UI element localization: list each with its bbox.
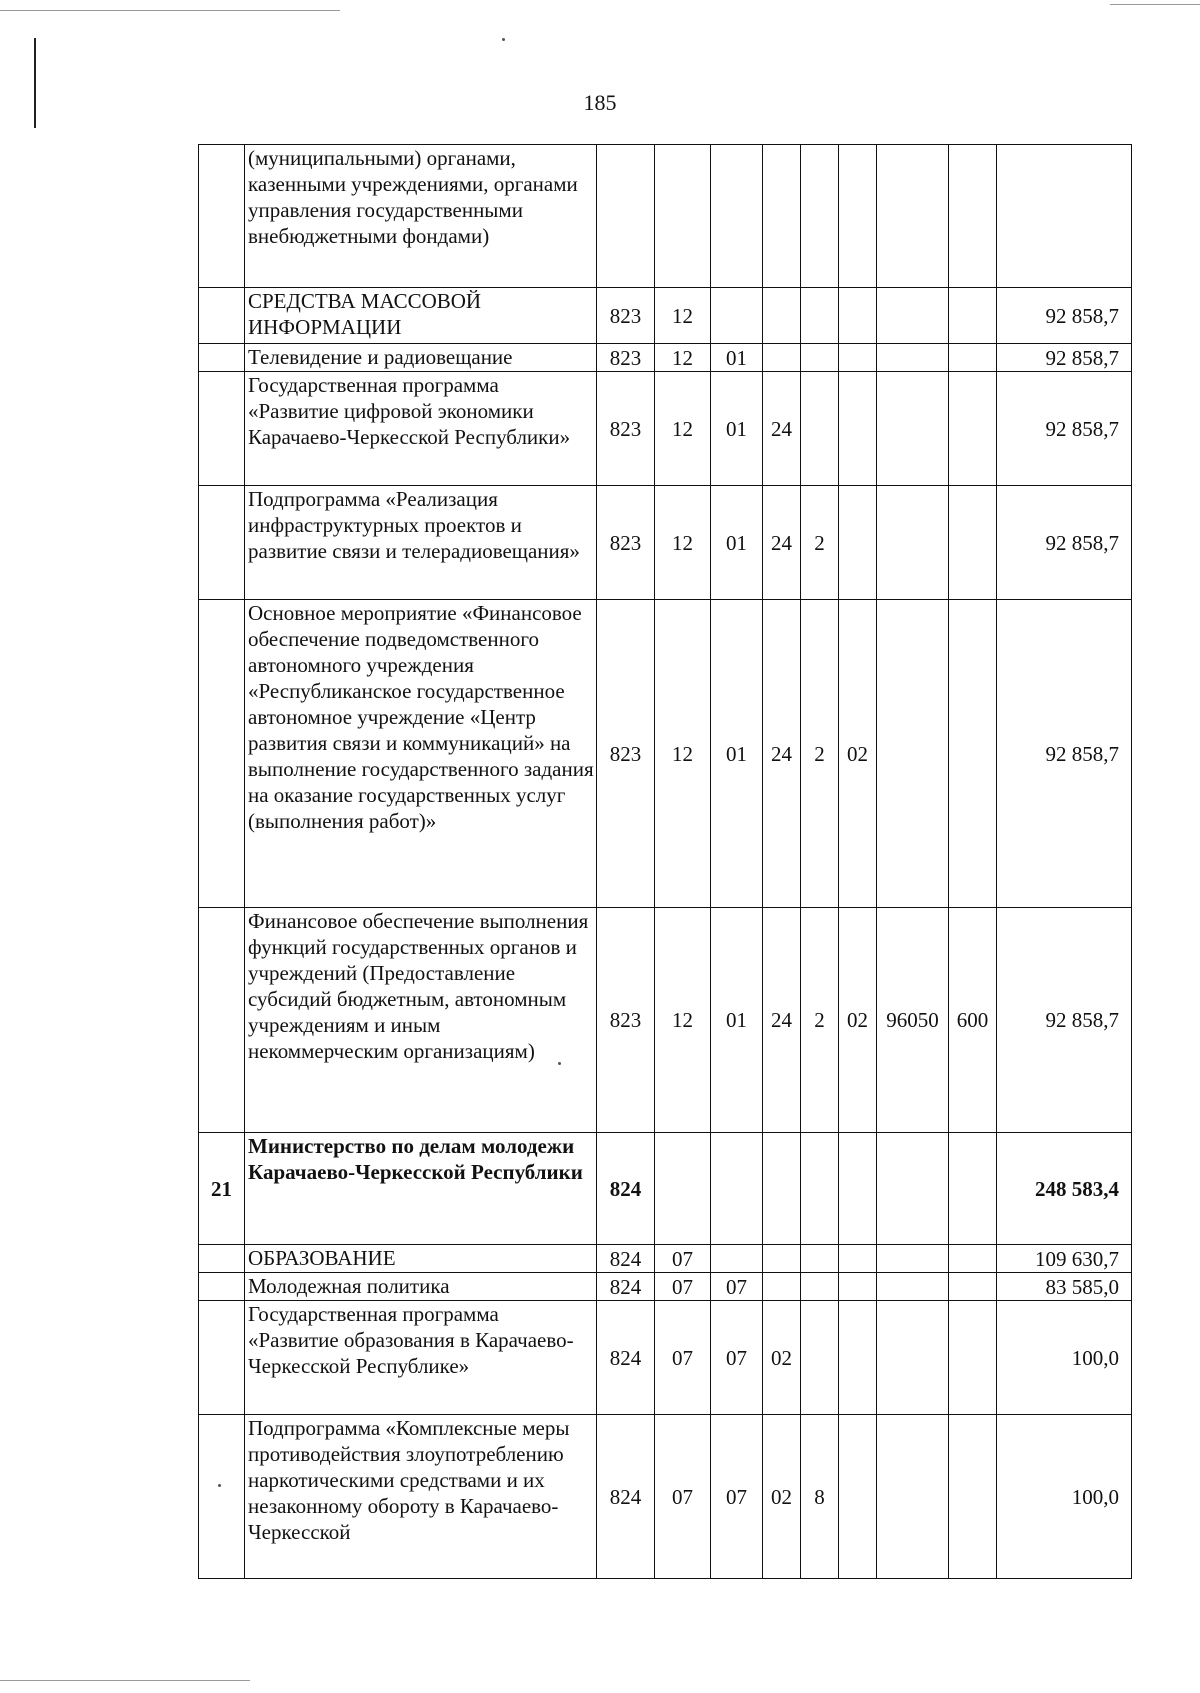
- row-number: [199, 908, 245, 1133]
- cell-section: 12: [655, 908, 711, 1133]
- cell-direction: [877, 288, 949, 344]
- table-row: [199, 145, 1132, 288]
- cell-expense-type: [949, 1245, 997, 1273]
- cell-sum: 100,0: [997, 1415, 1132, 1579]
- row-name: (муниципальными) органами, казенными учреждениями, органами управления государственными внебюджетными фондами): [245, 145, 597, 288]
- scan-border-top: [0, 10, 340, 11]
- cell-grbs: 823: [597, 600, 655, 908]
- cell-subsection: 07: [711, 1301, 763, 1415]
- cell-sum: 83 585,0: [997, 1273, 1132, 1301]
- row-name: СРЕДСТВА МАССОВОЙ ИНФОРМАЦИИ: [245, 288, 597, 344]
- cell-section: 12: [655, 344, 711, 372]
- cell-grbs: 824: [597, 1415, 655, 1579]
- table-row: [199, 1415, 1132, 1579]
- cell-sum: 92 858,7: [997, 344, 1132, 372]
- cell-direction: 96050: [877, 908, 949, 1133]
- cell-section: 12: [655, 600, 711, 908]
- cell-subprogram: [801, 344, 839, 372]
- cell-section: 07: [655, 1301, 711, 1415]
- row-name: ОБРАЗОВАНИЕ: [245, 1245, 597, 1273]
- cell-sum: 92 858,7: [997, 600, 1132, 908]
- row-number: [199, 344, 245, 372]
- cell-direction: [877, 1245, 949, 1273]
- row-name: Подпрограмма «Реализация инфраструктурных проектов и развитие связи и телерадиовещания»: [245, 486, 597, 600]
- table-row: [199, 372, 1132, 486]
- cell-event: 02: [839, 908, 877, 1133]
- cell-subsection: 01: [711, 486, 763, 600]
- table-row: [199, 288, 1132, 344]
- cell-direction: [877, 600, 949, 908]
- cell-program: [763, 1133, 801, 1245]
- cell-section: 12: [655, 288, 711, 344]
- cell-section: [655, 1133, 711, 1245]
- cell-subprogram: [801, 1133, 839, 1245]
- cell-section: 07: [655, 1273, 711, 1301]
- cell-event: [839, 486, 877, 600]
- table-row: [199, 1301, 1132, 1415]
- cell-direction: [877, 344, 949, 372]
- row-name: Государственная программа «Развитие образования в Карачаево-Черкесской Республике»: [245, 1301, 597, 1415]
- table-row: [199, 1133, 1132, 1245]
- cell-program: [763, 288, 801, 344]
- cell-subsection: 01: [711, 344, 763, 372]
- row-name: Государственная программа «Развитие цифровой экономики Карачаево-Черкесской Республики»: [245, 372, 597, 486]
- cell-grbs: 824: [597, 1133, 655, 1245]
- cell-expense-type: [949, 145, 997, 288]
- row-name: Молодежная политика: [245, 1273, 597, 1301]
- cell-program: 02: [763, 1301, 801, 1415]
- cell-subprogram: [801, 288, 839, 344]
- cell-event: [839, 1245, 877, 1273]
- cell-subsection: 07: [711, 1415, 763, 1579]
- row-number: [199, 1415, 245, 1579]
- cell-subsection: 07: [711, 1273, 763, 1301]
- row-number: 21: [199, 1133, 245, 1245]
- scan-speck: [502, 38, 505, 41]
- budget-table: [198, 144, 1132, 1579]
- cell-subsection: 01: [711, 372, 763, 486]
- cell-direction: [877, 1273, 949, 1301]
- cell-direction: [877, 1133, 949, 1245]
- cell-section: 12: [655, 372, 711, 486]
- cell-sum: 109 630,7: [997, 1245, 1132, 1273]
- row-number: [199, 372, 245, 486]
- row-name: Телевидение и радиовещание: [245, 344, 597, 372]
- table-row: [199, 600, 1132, 908]
- cell-event: [839, 372, 877, 486]
- table-row: [199, 486, 1132, 600]
- row-number: [199, 486, 245, 600]
- cell-event: [839, 288, 877, 344]
- cell-subprogram: 8: [801, 1415, 839, 1579]
- cell-event: [839, 1415, 877, 1579]
- cell-expense-type: 600: [949, 908, 997, 1133]
- cell-sum: 92 858,7: [997, 288, 1132, 344]
- cell-sum: 100,0: [997, 1301, 1132, 1415]
- cell-expense-type: [949, 1133, 997, 1245]
- cell-program: [763, 1273, 801, 1301]
- cell-subprogram: 2: [801, 600, 839, 908]
- table-row: [199, 1245, 1132, 1273]
- cell-direction: [877, 1301, 949, 1415]
- cell-sum: 248 583,4: [997, 1133, 1132, 1245]
- cell-grbs: 823: [597, 288, 655, 344]
- cell-direction: [877, 1415, 949, 1579]
- cell-event: [839, 1301, 877, 1415]
- cell-subprogram: 2: [801, 486, 839, 600]
- cell-subsection: 01: [711, 600, 763, 908]
- scan-border-top-right: [1110, 4, 1200, 5]
- cell-expense-type: [949, 288, 997, 344]
- row-name: Финансовое обеспечение выполнения функций государственных органов и учреждений (Предоставление субсидий бюджетным, автономным учреждениям и иным некоммерческим организациям): [245, 908, 597, 1133]
- cell-sum: 92 858,7: [997, 486, 1132, 600]
- cell-grbs: 823: [597, 486, 655, 600]
- cell-program: [763, 1245, 801, 1273]
- cell-event: 02: [839, 600, 877, 908]
- row-number: [199, 288, 245, 344]
- cell-subprogram: [801, 1245, 839, 1273]
- cell-sum: [997, 145, 1132, 288]
- cell-subprogram: [801, 1301, 839, 1415]
- cell-subsection: 01: [711, 908, 763, 1133]
- page-number: 185: [583, 90, 617, 115]
- scan-border-bottom: [0, 1680, 250, 1681]
- cell-expense-type: [949, 1273, 997, 1301]
- table-row: [199, 908, 1132, 1133]
- cell-expense-type: [949, 486, 997, 600]
- cell-event: [839, 1273, 877, 1301]
- cell-section: [655, 145, 711, 288]
- row-number: [199, 1245, 245, 1273]
- row-number: [199, 145, 245, 288]
- cell-direction: [877, 486, 949, 600]
- cell-event: [839, 1133, 877, 1245]
- cell-grbs: 824: [597, 1273, 655, 1301]
- row-number: [199, 1301, 245, 1415]
- table-row: [199, 1273, 1132, 1301]
- row-number: [199, 600, 245, 908]
- cell-direction: [877, 145, 949, 288]
- cell-program: 24: [763, 486, 801, 600]
- cell-program: 02: [763, 1415, 801, 1579]
- cell-program: 24: [763, 908, 801, 1133]
- cell-expense-type: [949, 1415, 997, 1579]
- cell-program: [763, 344, 801, 372]
- row-name: Основное мероприятие «Финансовое обеспечение подведомственного автономного учреждения «Республиканское государственное автономное учреждение «Центр развития связи и коммуникаций» на выполнение государственного задания на оказание государственных услуг (выполнения работ)»: [245, 600, 597, 908]
- cell-grbs: 823: [597, 344, 655, 372]
- cell-section: 07: [655, 1415, 711, 1579]
- cell-grbs: 824: [597, 1245, 655, 1273]
- cell-expense-type: [949, 600, 997, 908]
- cell-subprogram: 2: [801, 908, 839, 1133]
- cell-sum: 92 858,7: [997, 908, 1132, 1133]
- cell-grbs: 823: [597, 372, 655, 486]
- cell-direction: [877, 372, 949, 486]
- cell-subprogram: [801, 372, 839, 486]
- cell-expense-type: [949, 372, 997, 486]
- cell-subsection: [711, 288, 763, 344]
- cell-event: [839, 145, 877, 288]
- cell-grbs: 823: [597, 908, 655, 1133]
- cell-program: 24: [763, 372, 801, 486]
- cell-grbs: [597, 145, 655, 288]
- cell-program: [763, 145, 801, 288]
- row-name: Министерство по делам молодежи Карачаево-Черкесской Республики: [245, 1133, 597, 1245]
- cell-event: [839, 344, 877, 372]
- cell-sum: 92 858,7: [997, 372, 1132, 486]
- row-name: Подпрограмма «Комплексные меры противодействия злоупотреблению наркотическими средствами и их незаконному обороту в Карачаево-Черкесской: [245, 1415, 597, 1579]
- cell-subsection: [711, 145, 763, 288]
- row-number: [199, 1273, 245, 1301]
- table-row: [199, 344, 1132, 372]
- cell-expense-type: [949, 344, 997, 372]
- cell-expense-type: [949, 1301, 997, 1415]
- cell-program: 24: [763, 600, 801, 908]
- cell-section: 12: [655, 486, 711, 600]
- cell-subprogram: [801, 1273, 839, 1301]
- cell-grbs: 824: [597, 1301, 655, 1415]
- cell-subsection: [711, 1245, 763, 1273]
- cell-subprogram: [801, 145, 839, 288]
- cell-section: 07: [655, 1245, 711, 1273]
- cell-subsection: [711, 1133, 763, 1245]
